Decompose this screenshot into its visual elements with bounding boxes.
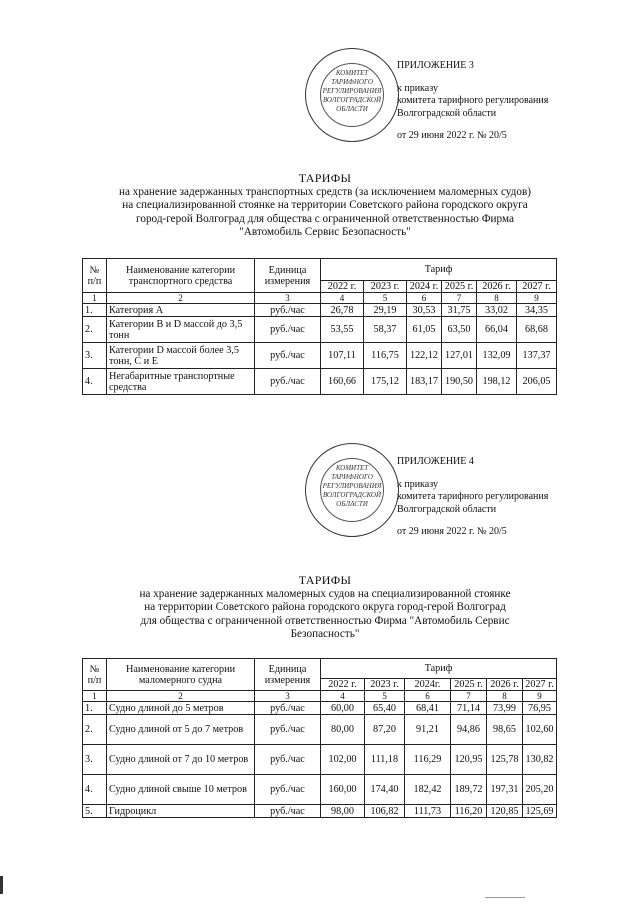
column-index: 8 [487,691,523,702]
tariff-value: 102,60 [523,715,557,745]
column-index: 9 [523,691,557,702]
appendix-4-committee: комитета тарифного регулирования [397,491,549,502]
column-index: 2 [107,691,255,702]
scan-mark [485,897,525,898]
year-header: 2025 г. [442,281,477,293]
tariff-value: 120,95 [451,745,487,775]
tariff-value: 205,20 [523,775,557,805]
row-unit: руб./час [255,745,321,775]
col-header-unit: Единица измерения [255,659,321,691]
tariff-value: 53,55 [321,317,364,343]
row-num: 1. [83,304,107,317]
official-seal-stamp [305,48,399,142]
tariff-value: 68,68 [517,317,557,343]
row-unit: руб./час [255,702,321,715]
title-1-line-4: "Автомобиль Сервис Безопасность" [239,226,411,239]
row-category: Судно длиной от 5 до 7 метров [107,715,255,745]
seal-text-3: РЕГУЛИРОВАНИЯ [322,87,382,95]
year-header: 2026 г. [477,281,517,293]
appendix-4-header [397,456,548,539]
tariff-value: 198,12 [477,369,517,395]
row-unit: руб./час [255,343,321,369]
tariff-value: 30,53 [407,304,442,317]
seal-text-2: ТАРИФНОГО [331,473,373,481]
row-unit: руб./час [255,369,321,395]
tariff-value: 137,37 [517,343,557,369]
row-unit: руб./час [255,715,321,745]
table-row [83,343,557,369]
tariff-value: 61,05 [407,317,442,343]
tariff-value: 29,19 [364,304,407,317]
row-category: Гидроцикл [107,805,255,818]
appendix-3-header [397,60,548,143]
column-index: 7 [442,293,477,304]
col-header-tariff: Тариф [321,259,557,281]
tariff-value: 71,14 [451,702,487,715]
tariff-value: 26,78 [321,304,364,317]
seal-text-5: ОБЛАСТИ [336,500,368,508]
seal-text-4: ВОЛГОГРАДСКОЙ [322,96,382,104]
tariff-value: 116,20 [451,805,487,818]
tariff-value: 190,50 [442,369,477,395]
tariff-value: 107,11 [321,343,364,369]
appendix-4-date: от 29 июня 2022 г. № 20/5 [397,526,507,537]
tariff-value: 98,65 [487,715,523,745]
tariff-value: 125,69 [523,805,557,818]
row-unit: руб./час [255,775,321,805]
tariff-value: 73,99 [487,702,523,715]
tariff-value: 65,40 [365,702,405,715]
title-1-line-2: на специализированной стоянке на территории Советского района городского округа [122,199,528,212]
title-1-line-3: город-герой Волгоград для общества с ограниченной ответственностью Фирма [136,212,514,225]
tariff-value: 68,41 [405,702,451,715]
table-row [83,304,557,317]
row-num: 4. [83,369,107,395]
appendix-3-committee: комитета тарифного регулирования [397,95,549,106]
tariff-value: 76,95 [523,702,557,715]
tariff-value: 127,01 [442,343,477,369]
column-index: 4 [321,691,365,702]
tariff-value: 91,21 [405,715,451,745]
title-2-line-2: на территории Советского района городского округа город-герой Волгоград [144,601,506,614]
tariff-value: 31,75 [442,304,477,317]
tariff-table-small-vessels [82,658,557,818]
row-num: 3. [83,745,107,775]
tariffs-title-2 [40,574,610,642]
table-row [83,702,557,715]
scan-mark [0,876,3,894]
seal-text-3: РЕГУЛИРОВАНИЯ [322,482,382,490]
year-header: 2025 г. [451,679,487,691]
table-row [83,745,557,775]
table-row [83,805,557,818]
row-unit: руб./час [255,317,321,343]
col-header-name: Наименование категории маломерного судна [107,659,255,691]
row-category: Категория А [107,304,255,317]
tariff-value: 132,09 [477,343,517,369]
column-index: 6 [407,293,442,304]
year-header: 2026 г. [487,679,523,691]
tariffs-title-1 [40,172,610,240]
tariff-value: 189,72 [451,775,487,805]
row-num: 5. [83,805,107,818]
col-header-num: № п/п [83,659,107,691]
seal-text-1: КОМИТЕТ [335,464,369,472]
year-header: 2023 г. [364,281,407,293]
tariff-value: 116,75 [364,343,407,369]
row-category: Негабаритные транспортные средства [107,369,255,395]
tariff-value: 111,73 [405,805,451,818]
year-header: 2023 г. [365,679,405,691]
column-index: 5 [364,293,407,304]
appendix-4-region: Волгоградской области [397,503,497,515]
year-header: 2022 г. [321,281,364,293]
row-num: 4. [83,775,107,805]
row-category: Судно длиной свыше 10 метров [107,775,255,805]
col-header-name: Наименование категории транспортного средства [107,259,255,293]
row-unit: руб./час [255,304,321,317]
column-index: 5 [365,691,405,702]
tariff-value: 120,85 [487,805,523,818]
tariff-value: 63,50 [442,317,477,343]
table-row [83,775,557,805]
appendix-3-region: Волгоградской области [397,107,497,119]
tariff-value: 58,37 [364,317,407,343]
year-header: 2024 г. [407,281,442,293]
title-2-line-3: для общества с ограниченной ответственностью Фирма "Автомобиль Сервис [140,614,510,627]
row-num: 2. [83,715,107,745]
tariff-value: 94,86 [451,715,487,745]
row-category: Судно длиной от 7 до 10 метров [107,745,255,775]
title-2-heading: ТАРИФЫ [298,573,352,587]
table-row [83,317,557,343]
column-index: 6 [405,691,451,702]
title-2-line-4: Безопасность" [290,628,360,641]
column-index: 1 [83,691,107,702]
title-1-heading: ТАРИФЫ [298,171,352,185]
title-2-line-1: на хранение задержанных маломерных судов на специализированной стоянке [139,587,511,600]
title-1-line-1: на хранение задержанных транспортных средств (за исключением маломерных судов) [119,185,531,198]
official-seal-stamp [305,443,399,537]
row-category: Категории В и D массой до 3,5 тонн [107,317,255,343]
seal-text-5: ОБЛАСТИ [336,105,368,113]
row-category: Категории D массой более 3,5 тонн, С и Е [107,343,255,369]
tariff-value: 130,82 [523,745,557,775]
column-index: 9 [517,293,557,304]
tariff-table-vehicles [82,258,557,395]
tariff-value: 102,00 [321,745,365,775]
tariff-value: 122,12 [407,343,442,369]
tariff-value: 60,00 [321,702,365,715]
row-num: 1. [83,702,107,715]
col-header-tariff: Тариф [321,659,557,679]
tariff-value: 175,12 [364,369,407,395]
tariff-value: 111,18 [365,745,405,775]
tariff-value: 160,66 [321,369,364,395]
seal-text-2: ТАРИФНОГО [331,78,373,86]
column-index: 3 [255,293,321,304]
row-num: 2. [83,317,107,343]
appendix-3-to-order: к приказу [397,82,438,94]
column-index: 3 [255,691,321,702]
tariff-value: 125,78 [487,745,523,775]
table-row [83,715,557,745]
tariff-value: 34,35 [517,304,557,317]
column-index: 7 [451,691,487,702]
table-row [83,369,557,395]
tariff-value: 160,00 [321,775,365,805]
tariff-value: 98,00 [321,805,365,818]
col-header-unit: Единица измерения [255,259,321,293]
tariff-value: 80,00 [321,715,365,745]
appendix-4-to-order: к приказу [397,478,438,490]
appendix-3-label: ПРИЛОЖЕНИЕ 3 [397,60,474,71]
tariff-value: 33,02 [477,304,517,317]
tariff-value: 66,04 [477,317,517,343]
tariff-value: 87,20 [365,715,405,745]
column-index: 2 [107,293,255,304]
tariff-value: 116,29 [405,745,451,775]
tariff-value: 182,42 [405,775,451,805]
row-category: Судно длиной до 5 метров [107,702,255,715]
appendix-4-label: ПРИЛОЖЕНИЕ 4 [397,456,474,467]
tariff-value: 197,31 [487,775,523,805]
tariff-value: 106,82 [365,805,405,818]
tariff-value: 174,40 [365,775,405,805]
year-header: 2027 г. [517,281,557,293]
column-index: 1 [83,293,107,304]
column-index: 8 [477,293,517,304]
tariff-value: 183,17 [407,369,442,395]
seal-text-4: ВОЛГОГРАДСКОЙ [322,491,382,499]
row-num: 3. [83,343,107,369]
column-index: 4 [321,293,364,304]
row-unit: руб./час [255,805,321,818]
seal-text-1: КОМИТЕТ [335,69,369,77]
year-header: 2027 г. [523,679,557,691]
col-header-num: № п/п [83,259,107,293]
tariff-value: 206,05 [517,369,557,395]
year-header: 2022 г. [321,679,365,691]
year-header: 2024г. [405,679,451,691]
appendix-3-date: от 29 июня 2022 г. № 20/5 [397,130,507,141]
